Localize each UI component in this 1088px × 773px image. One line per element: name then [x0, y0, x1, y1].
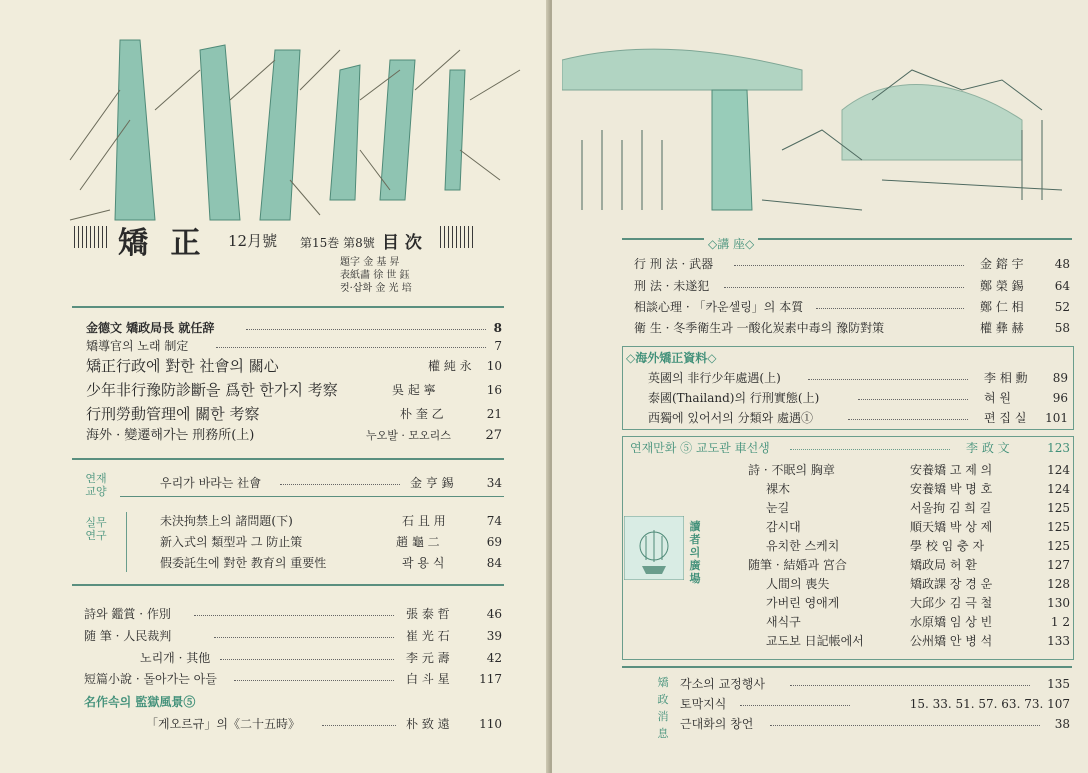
serial-label: 연재 교양 [85, 472, 107, 498]
credit-line: 컷·삽화 金 光 培 [340, 283, 412, 294]
divider [622, 666, 1072, 668]
news-label [652, 674, 674, 742]
practice-bracket [126, 512, 127, 572]
issue-number: 12月號 [228, 232, 278, 250]
divider [72, 584, 504, 586]
news-label-char: 消 [657, 710, 669, 723]
ornament-right [440, 226, 474, 248]
divider [622, 238, 1072, 240]
right-page: ◇講 座◇ 行 刑 法 · 武器 金 鎔 宇 48 刑 法 · 未遂犯 鄭 榮 錫 64 相談心理 · 「카운셀링」의 本質 鄭 仁 相 52 衛 生 · 冬季衛生과 一酸化炭素中毒의 豫防對策 權 彝 赫 58 ◇海外矯正資料◇ 英國의 非行少年處遇(上) 李 相 勳 89 泰國(Thailand)의 行刑實態(上) 혀 원 96 西獨에 있어서의 分類와 處遇① 편 집 실 101 연재만화 ⑤ 교도관 車선생 李 政 文 123 讀者의 廣場 詩 · 不眠의 胸章 安養矯 고 제 의 124 裸木 安養矯 박 명 호 124 눈길 서울拘 김 희 길 125 감시대 順天矯 박 상 제 125 유치한 스케치 學 校 임 충 자 125 随筆 · 結婚과 宮合 矯政局 허 환 127 人間의 喪失 矯政課 장 경 운 128 가버린 영애게 大邱少 김 극 철 130 새식구 水原矯 임 상 빈 1 2 교도보 日記帳에서 公州矯 안 병 석 133 矯 政 消 息 각소의 교정행사 135 토막지식 15. 33. 51. 57. 63. 73. 107 근대화의 창언 38 [552, 0, 1088, 773]
left-page: 矯 正 12月號 第15巻 第8號 目 次 題字 金 基 昇 表紙畵 徐 世 鈺 컷·삽화 金 光 培 金德文 矯政局長 就任辞 8 矯導官의 노래 制定 7 矯正行政에 對한 社會의 關心 權 純 永 10 少年非行豫防診斷을 爲한 한가지 考察 吳 起 寧 16 行刑勞動管理에 關한 考察 朴 奎 乙 21 海外 · 變遷해가는 刑務所(上) 누오발 · 모오리스 27 연재 교양 우리가 바라는 社會 金 亨 錫 34 실무 연구 未決拘禁上의 諸問題(下) 石 且 用 74 新入式의 類型과 그 防止策 趙 龜 二 69 假委託生에 對한 教育의 重要性 곽 용 식 84 詩와 鑑賞 · 作別 張 泰 哲 46 随 筆 · 人民裁判 崔 光 石 39 노리개 · 其他 李 元 壽 42 短篇小說 · 돌아가는 아들 白 斗 星 117 名作속의 監獄風景⑤ 「게오르규」의《二十五時》 朴 致 遠 110 [0, 0, 548, 773]
divider [72, 458, 504, 460]
divider [72, 306, 504, 308]
news-label-char: 息 [657, 727, 669, 740]
credit-line: 表紙畵 徐 世 鈺 [340, 270, 410, 281]
news-label-char: 矯 [657, 676, 669, 689]
readers-emblem [624, 516, 684, 580]
volume-number: 第15巻 第8號 [300, 236, 375, 250]
masterpiece-label: 名作속의 監獄風景⑤ [84, 695, 196, 709]
news-label-char: 政 [657, 693, 669, 706]
ornament-left [74, 226, 108, 248]
contents-heading: 目 次 [382, 233, 422, 253]
landscape-illustration [562, 30, 1072, 220]
overseas-header: ◇海外矯正資料◇ [626, 351, 717, 365]
magazine-title: 矯 正 [118, 226, 207, 261]
practice-label: 실무 연구 [85, 516, 107, 542]
readers-label: 讀者의 廣場 [689, 520, 701, 585]
credit-line: 題字 金 基 昇 [340, 257, 400, 268]
lecture-header: ◇講 座◇ [704, 236, 758, 252]
credits [340, 256, 412, 295]
tree-illustration [60, 30, 530, 230]
divider [120, 496, 504, 497]
